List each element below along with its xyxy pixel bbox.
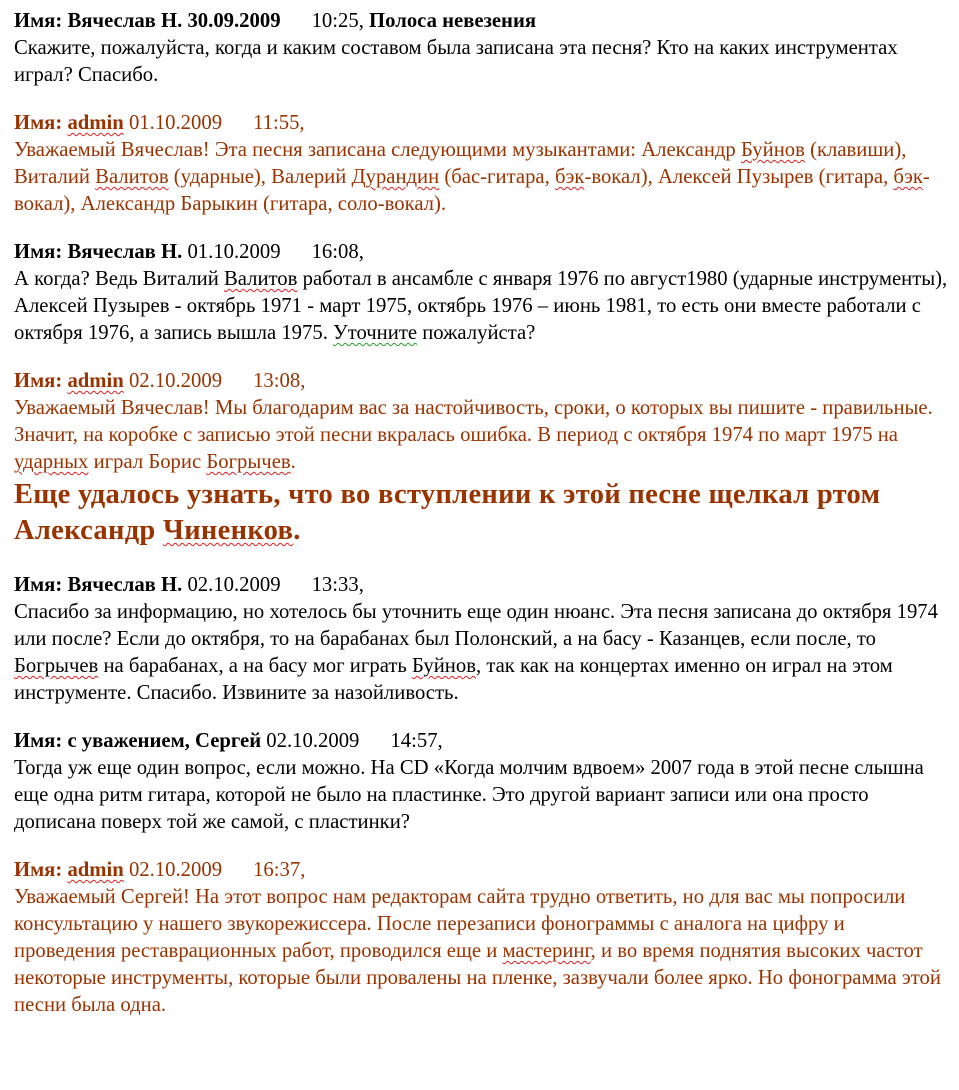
message-header <box>14 110 949 137</box>
author-name: Вячеслав Н. <box>67 241 183 263</box>
message-text: Тогда уж еще один вопрос, если можно. На CD «Когда молчим вдвоем» 2007 года в этой песне слышна еще одна ритм гитара, которой не было на пластинке. Это другой вариант записи или она просто дописана поверх той же самой, с пластинки? <box>14 757 924 833</box>
message-header <box>14 368 949 395</box>
name-label: Имя: <box>14 370 63 392</box>
message-header <box>14 728 949 755</box>
message-time: 16:08, <box>311 241 364 263</box>
name-label: Имя: <box>14 730 63 752</box>
text-run: А когда? Ведь Виталий <box>14 268 224 290</box>
author-name: admin <box>67 112 124 134</box>
name-label: Имя: <box>14 574 63 596</box>
text-run: (клавиши), Виталий <box>14 139 907 188</box>
text-run: -вокал), Александр Барыкин (гитара, соло-вокал). <box>14 166 930 215</box>
misspelled-word: мастеринг <box>502 940 591 962</box>
misspelled-word: Буйнов <box>412 655 476 677</box>
message-entry-4 <box>14 368 949 549</box>
message-entry-2 <box>14 110 949 218</box>
misspelled-word: Буйнов <box>740 139 805 161</box>
message-date: 02.10.2009 <box>266 730 360 752</box>
message-text <box>14 395 949 476</box>
message-entry-1 <box>14 8 949 89</box>
message-text: Скажите, пожалуйста, когда и каким составом была записана эта песня? Кто на каких инструментах играл? Спасибо. <box>14 37 898 86</box>
author-name: Вячеслав Н. <box>67 10 183 32</box>
message-date: 02.10.2009 <box>187 574 281 596</box>
text-run: Спасибо за информацию, но хотелось бы уточнить еще один нюанс. Эта песня записана до октября 1974 или после? Если до октября, то на барабанах был Полонский, а на басу - Казанцев, если после, то <box>14 601 938 650</box>
misspelled-word: Чиненков <box>163 515 294 546</box>
name-label: Имя: <box>14 859 63 881</box>
text-run: , так как на концертах именно он играл на этом инструменте. Спасибо. Извините за назойливость. <box>14 655 893 704</box>
text-run: . <box>293 515 301 546</box>
message-time: 11:55, <box>253 112 305 134</box>
name-label: Имя: <box>14 112 63 134</box>
message-text <box>14 137 949 218</box>
message-entry-6 <box>14 728 949 836</box>
message-header <box>14 572 949 599</box>
text-run: (бас-гитара, <box>439 166 555 188</box>
text-run: -вокал), Алексей Пузырев (гитара, <box>584 166 894 188</box>
misspelled-word: ударных <box>14 451 89 473</box>
message-header <box>14 857 949 884</box>
message-text <box>14 884 949 1019</box>
message-time: 13:33, <box>311 574 364 596</box>
name-label: Имя: <box>14 241 63 263</box>
message-date: 01.10.2009 <box>128 112 223 134</box>
misspelled-word: Богрычев <box>14 655 99 677</box>
misspelled-word: бэк <box>554 166 585 188</box>
message-header <box>14 239 949 266</box>
message-entry-3 <box>14 239 949 347</box>
message-entry-7 <box>14 857 949 1019</box>
message-date: 02.10.2009 <box>128 859 223 881</box>
text-run: Еще удалось узнать, что во вступлении к этой песне щелкал ртом Александр <box>14 479 881 546</box>
message-date: 01.10.2009 <box>187 241 281 263</box>
misspelled-word: Валитов <box>223 268 298 290</box>
message-time: 16:37, <box>253 859 306 881</box>
name-label: Имя: <box>14 10 63 32</box>
message-time: 10:25, <box>311 10 364 32</box>
misspelled-word: бэк <box>893 166 923 188</box>
message-entry-5 <box>14 567 949 707</box>
author-name: с уважением, Сергей <box>67 730 262 752</box>
text-run: работал в ансамбле с января 1976 по август1980 (ударные инструменты), Алексей Пузырев - октябрь 1971 - март 1975, октябрь 1976 – июнь 1981, то есть они вместе работали с октября 1976, а запись вышла 1975. <box>14 268 948 344</box>
message-subject: Полоса невезения <box>369 10 537 32</box>
text-run: Уважаемый Сергей! На этот вопрос нам редакторам сайта трудно ответить, но для вас мы попросили консультацию у нашего звукорежиссера. После перезаписи фонограммы с аналога на цифру и проведения реставрационных работ, проводился еще и <box>14 886 906 962</box>
text-run: . <box>290 451 296 473</box>
message-highlight-text <box>14 477 949 549</box>
message-time: 14:57, <box>390 730 443 752</box>
author-name: admin <box>67 859 124 881</box>
message-text <box>14 599 949 707</box>
author-name: admin <box>67 370 124 392</box>
misspelled-word: Валитов <box>95 166 169 188</box>
text-run: пожалуйста? <box>417 322 536 344</box>
text-run: (ударные), Валерий <box>168 166 352 188</box>
text-run: Уважаемый Вячеслав! Мы благодарим вас за настойчивость, сроки, о которых вы пишите - правильные. Значит, на коробке с записью этой песни вкралась ошибка. В период с октября 1974 по март 1975 на <box>14 397 933 446</box>
message-date: 30.09.2009 <box>187 10 281 32</box>
message-time: 13:08, <box>253 370 306 392</box>
text-run: Уважаемый Вячеслав! Эта песня записана следующими музыкантами: Александр <box>14 139 741 161</box>
text-run: на барабанах, а на басу мог играть <box>98 655 412 677</box>
message-text <box>14 266 949 347</box>
author-name: Вячеслав Н. <box>67 574 183 596</box>
message-date: 02.10.2009 <box>128 370 223 392</box>
misspelled-word: Дурандин <box>351 166 440 188</box>
grammar-flagged-word: Уточните <box>333 322 418 344</box>
misspelled-word: Богрычев <box>206 451 291 473</box>
text-run: играл Борис <box>88 451 207 473</box>
text-run: , и во время поднятия высоких частот некоторые инструменты, которые были провалены на пленке, зазвучали более ярко. Но фонограмма этой песни была одна. <box>14 940 941 1016</box>
message-header <box>14 8 949 35</box>
